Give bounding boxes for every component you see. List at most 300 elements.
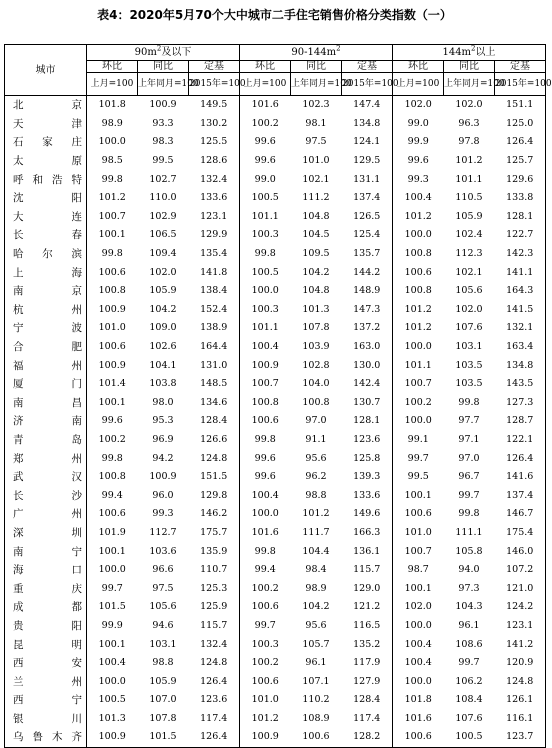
index-value: 100.5 [251, 266, 279, 278]
city-name: 贵阳 [5, 617, 87, 636]
table-row [5, 133, 546, 152]
index-value: 101.8 [98, 99, 126, 111]
table-row [5, 542, 546, 561]
index-value: 123.1 [189, 208, 240, 227]
index-value: 126.1 [495, 691, 546, 710]
index-value: 125.9 [189, 598, 240, 617]
index-value: 122.1 [495, 431, 546, 450]
index-value: 98.9 [305, 582, 327, 594]
index-value: 98.0 [152, 396, 174, 408]
index-value: 105.7 [302, 638, 330, 650]
table-row [5, 96, 546, 115]
index-value: 108.4 [455, 694, 483, 706]
index-value: 99.8 [458, 508, 480, 520]
index-value: 100.6 [393, 728, 444, 747]
index-value: 146.2 [189, 505, 240, 524]
index-value: 93.3 [152, 117, 174, 129]
city-name: 杭州 [5, 301, 87, 320]
index-value: 104.2 [149, 303, 177, 315]
city-name: 北京 [5, 96, 87, 115]
table-row [5, 598, 546, 617]
index-value: 129.8 [189, 486, 240, 505]
index-value: 126.4 [495, 133, 546, 152]
index-value: 100.6 [251, 415, 279, 427]
index-value: 102.0 [404, 601, 432, 613]
index-value: 102.6 [149, 341, 177, 353]
index-value: 100.6 [251, 675, 279, 687]
index-value: 101.6 [251, 526, 279, 538]
index-value: 125.7 [495, 152, 546, 171]
index-value: 96.0 [152, 489, 174, 501]
base-header: 上年同月=100 [444, 73, 495, 96]
city-name: 合肥 [5, 338, 87, 357]
index-value: 132.4 [189, 635, 240, 654]
index-value: 101.9 [98, 526, 126, 538]
index-value: 97.3 [458, 582, 480, 594]
index-value: 101.1 [455, 173, 483, 185]
index-value: 146.0 [495, 542, 546, 561]
index-value: 99.8 [101, 248, 123, 260]
index-value: 116.5 [342, 617, 393, 636]
table-title: 表4：2020年5月70个大中城市二手住宅销售价格分类指数（一） [97, 8, 452, 22]
index-value: 129.9 [189, 226, 240, 245]
index-value: 98.7 [407, 564, 429, 576]
index-value: 97.1 [458, 433, 480, 445]
table-row [5, 617, 546, 636]
index-value: 99.8 [101, 452, 123, 464]
index-value: 104.0 [302, 378, 330, 390]
index-value: 152.4 [189, 301, 240, 320]
index-value: 100.7 [251, 378, 279, 390]
metric-header: 环比 [240, 61, 291, 73]
index-value: 123.1 [495, 617, 546, 636]
index-value: 95.6 [305, 452, 327, 464]
index-value: 107.8 [302, 322, 330, 334]
index-value: 99.9 [407, 136, 429, 148]
index-value: 123.6 [342, 431, 393, 450]
index-value: 130.0 [342, 356, 393, 375]
index-value: 100.5 [98, 694, 126, 706]
index-value: 100.3 [251, 229, 279, 241]
index-value: 97.5 [152, 582, 174, 594]
index-value: 141.2 [495, 635, 546, 654]
index-value: 100.7 [404, 545, 432, 557]
index-value: 102.1 [302, 173, 330, 185]
index-value: 100.6 [251, 601, 279, 613]
table-row [5, 691, 546, 710]
table-row [5, 152, 546, 171]
index-value: 110.2 [302, 694, 330, 706]
city-name: 南宁 [5, 542, 87, 561]
index-value: 124.2 [495, 598, 546, 617]
index-value: 120.9 [495, 654, 546, 673]
index-value: 100.0 [404, 341, 432, 353]
index-value: 94.6 [152, 619, 174, 631]
index-value: 99.6 [101, 415, 123, 427]
index-value: 124.1 [342, 133, 393, 152]
index-value: 151.1 [495, 96, 546, 115]
index-value: 104.4 [302, 545, 330, 557]
index-value: 105.6 [455, 285, 483, 297]
city-name: 兰州 [5, 672, 87, 691]
index-value: 126.4 [495, 449, 546, 468]
index-value: 98.4 [305, 564, 327, 576]
index-value: 128.1 [495, 208, 546, 227]
city-name: 海口 [5, 561, 87, 580]
table-row [5, 226, 546, 245]
index-value: 97.5 [305, 136, 327, 148]
index-value: 164.4 [189, 338, 240, 357]
city-name: 大连 [5, 208, 87, 227]
index-value: 99.6 [254, 136, 276, 148]
city-name: 长沙 [5, 486, 87, 505]
index-value: 109.5 [302, 248, 330, 260]
index-value: 100.0 [98, 675, 126, 687]
index-value: 97.0 [458, 452, 480, 464]
city-name: 西宁 [5, 691, 87, 710]
index-value: 134.6 [189, 394, 240, 413]
index-value: 108.9 [302, 712, 330, 724]
index-value: 112.3 [455, 248, 483, 260]
index-value: 100.1 [404, 582, 432, 594]
index-value: 96.6 [152, 564, 174, 576]
index-value: 101.2 [251, 712, 279, 724]
index-value: 142.3 [495, 245, 546, 264]
metric-header: 同比 [444, 61, 495, 73]
index-value: 101.2 [302, 508, 330, 520]
index-value: 101.0 [404, 526, 432, 538]
index-value: 99.5 [407, 471, 429, 483]
table-row [5, 710, 546, 729]
index-value: 129.6 [495, 170, 546, 189]
index-value: 101.3 [98, 712, 126, 724]
table-row [5, 170, 546, 189]
index-value: 130.2 [189, 115, 240, 134]
index-value: 100.2 [251, 117, 279, 129]
index-value: 105.9 [149, 285, 177, 297]
index-value: 100.3 [251, 638, 279, 650]
metric-header: 定基 [189, 61, 240, 73]
index-value: 135.2 [342, 635, 393, 654]
index-value: 148.9 [342, 282, 393, 301]
index-value: 100.0 [404, 619, 432, 631]
table-row [5, 654, 546, 673]
index-value: 148.5 [189, 375, 240, 394]
index-value: 128.7 [495, 412, 546, 431]
index-value: 100.2 [98, 433, 126, 445]
index-value: 100.4 [251, 489, 279, 501]
index-value: 110.0 [149, 192, 177, 204]
index-value: 94.2 [152, 452, 174, 464]
index-value: 103.6 [149, 545, 177, 557]
index-value: 99.6 [254, 471, 276, 483]
index-value: 163.4 [495, 338, 546, 357]
index-value: 125.5 [189, 133, 240, 152]
table-row [5, 524, 546, 543]
metric-header: 定基 [342, 61, 393, 73]
table-row [5, 356, 546, 375]
city-name: 沈阳 [5, 189, 87, 208]
index-value: 104.8 [302, 210, 330, 222]
index-value: 102.3 [302, 99, 330, 111]
index-value: 104.5 [302, 229, 330, 241]
index-value: 98.1 [305, 117, 327, 129]
index-value: 99.8 [254, 248, 276, 260]
table-row [5, 189, 546, 208]
index-value: 166.3 [342, 524, 393, 543]
index-value: 100.0 [404, 675, 432, 687]
index-value: 97.8 [458, 136, 480, 148]
index-value: 115.7 [342, 561, 393, 580]
city-name: 南京 [5, 282, 87, 301]
index-value: 102.0 [455, 99, 483, 111]
index-value: 100.4 [404, 192, 432, 204]
index-value: 133.8 [495, 189, 546, 208]
city-name: 天津 [5, 115, 87, 134]
base-header: 2015年=100 [342, 73, 393, 96]
table-row [5, 394, 546, 413]
index-value: 175.7 [189, 524, 240, 543]
index-value: 108.6 [455, 638, 483, 650]
index-value: 141.5 [495, 301, 546, 320]
index-value: 100.2 [251, 582, 279, 594]
index-value: 126.6 [189, 431, 240, 450]
index-value: 100.4 [98, 657, 126, 669]
table-row [5, 245, 546, 264]
index-value: 100.8 [302, 396, 330, 408]
index-value: 136.1 [342, 542, 393, 561]
index-value: 135.4 [189, 245, 240, 264]
index-value: 100.5 [251, 192, 279, 204]
index-value: 127.3 [495, 394, 546, 413]
price-index-table [4, 44, 552, 748]
index-value: 102.0 [404, 99, 432, 111]
base-header: 上月=100 [240, 73, 291, 96]
index-value: 128.1 [342, 412, 393, 431]
index-value: 102.9 [149, 210, 177, 222]
index-value: 101.0 [302, 155, 330, 167]
index-value: 104.8 [302, 285, 330, 297]
index-value: 104.2 [302, 601, 330, 613]
index-value: 141.8 [189, 263, 240, 282]
index-value: 124.8 [189, 449, 240, 468]
index-value: 99.8 [254, 545, 276, 557]
index-value: 94.0 [458, 564, 480, 576]
index-value: 99.5 [152, 155, 174, 167]
index-value: 97.7 [458, 415, 480, 427]
index-value: 95.6 [305, 619, 327, 631]
index-value: 100.1 [98, 396, 126, 408]
table-row [5, 468, 546, 487]
index-value: 95.3 [152, 415, 174, 427]
index-value: 128.2 [342, 728, 393, 747]
index-value: 109.0 [149, 322, 177, 334]
index-value: 137.4 [342, 189, 393, 208]
index-value: 99.6 [254, 452, 276, 464]
city-name: 重庆 [5, 579, 87, 598]
index-value: 102.0 [455, 303, 483, 315]
index-value: 100.0 [251, 508, 279, 520]
index-value: 98.8 [305, 489, 327, 501]
index-value: 104.2 [302, 266, 330, 278]
city-name: 呼和浩特 [5, 170, 87, 189]
table-row [5, 579, 546, 598]
index-value: 99.8 [254, 433, 276, 445]
index-value: 106.5 [149, 229, 177, 241]
index-value: 100.9 [98, 303, 126, 315]
index-value: 102.0 [149, 266, 177, 278]
index-value: 133.6 [342, 486, 393, 505]
metric-header: 同比 [138, 61, 189, 73]
city-name: 成都 [5, 598, 87, 617]
index-value: 115.7 [189, 617, 240, 636]
index-value: 107.6 [455, 322, 483, 334]
index-value: 100.3 [251, 303, 279, 315]
index-value: 100.9 [240, 728, 291, 747]
city-name: 昆明 [5, 635, 87, 654]
index-value: 99.3 [152, 508, 174, 520]
index-value: 107.0 [149, 694, 177, 706]
index-value: 124.8 [189, 654, 240, 673]
index-value: 134.8 [495, 356, 546, 375]
city-name: 乌鲁木齐 [5, 728, 87, 747]
city-name: 武汉 [5, 468, 87, 487]
index-value: 99.9 [101, 619, 123, 631]
index-value: 111.7 [302, 526, 330, 538]
index-value: 96.7 [458, 471, 480, 483]
index-value: 101.2 [404, 322, 432, 334]
table-row [5, 301, 546, 320]
index-value: 100.7 [404, 378, 432, 390]
index-value: 149.5 [189, 96, 240, 115]
index-value: 103.8 [149, 378, 177, 390]
index-value: 99.3 [407, 173, 429, 185]
table-row [5, 449, 546, 468]
base-header: 上月=100 [393, 73, 444, 96]
table-row [5, 338, 546, 357]
index-value: 91.1 [305, 433, 327, 445]
index-value: 103.5 [455, 359, 483, 371]
group-header-144-above: $144m^2$以上 [393, 45, 546, 61]
index-value: 101.2 [98, 192, 126, 204]
index-value: 101.4 [98, 378, 126, 390]
index-value: 101.1 [251, 210, 279, 222]
index-value: 96.9 [152, 433, 174, 445]
index-value: 100.4 [404, 638, 432, 650]
index-value: 100.8 [404, 285, 432, 297]
index-value: 128.6 [189, 152, 240, 171]
index-value: 100.1 [98, 545, 126, 557]
index-value: 129.5 [342, 152, 393, 171]
index-value: 102.8 [302, 359, 330, 371]
index-value: 141.1 [495, 263, 546, 282]
table-row [5, 431, 546, 450]
index-value: 112.7 [149, 526, 177, 538]
index-value: 107.2 [495, 561, 546, 580]
index-value: 131.0 [189, 356, 240, 375]
index-value: 135.7 [342, 245, 393, 264]
table-row [5, 115, 546, 134]
table-row [5, 282, 546, 301]
index-value: 129.0 [342, 579, 393, 598]
index-value: 100.9 [251, 359, 279, 371]
index-value: 97.0 [305, 415, 327, 427]
index-value: 125.3 [189, 579, 240, 598]
index-value: 100.0 [98, 564, 126, 576]
index-value: 111.2 [302, 192, 330, 204]
index-value: 122.7 [495, 226, 546, 245]
index-value: 96.2 [305, 471, 327, 483]
index-value: 109.4 [149, 248, 177, 260]
city-name: 上海 [5, 263, 87, 282]
city-name: 济南 [5, 412, 87, 431]
index-value: 100.1 [98, 638, 126, 650]
index-value: 99.6 [254, 155, 276, 167]
index-value: 96.3 [458, 117, 480, 129]
table-row [5, 635, 546, 654]
index-value: 101.0 [251, 694, 279, 706]
index-value: 98.5 [101, 155, 123, 167]
city-name: 郑州 [5, 449, 87, 468]
metric-header: 环比 [393, 61, 444, 73]
index-value: 121.2 [342, 598, 393, 617]
index-value: 102.4 [455, 229, 483, 241]
index-value: 117.9 [342, 654, 393, 673]
index-value: 142.4 [342, 375, 393, 394]
index-value: 100.1 [98, 229, 126, 241]
index-value: 100.6 [98, 266, 126, 278]
index-value: 100.9 [87, 728, 138, 747]
base-header: 上年同月=100 [291, 73, 342, 96]
group-header-90-below: $90m^2$及以下 [87, 45, 240, 61]
index-value: 99.1 [407, 433, 429, 445]
index-value: 126.4 [189, 728, 240, 747]
city-name: 福州 [5, 356, 87, 375]
index-value: 105.9 [455, 210, 483, 222]
index-value: 101.0 [98, 322, 126, 334]
index-value: 100.0 [404, 229, 432, 241]
index-value: 138.9 [189, 319, 240, 338]
index-value: 104.3 [455, 601, 483, 613]
index-value: 99.7 [101, 582, 123, 594]
index-value: 100.8 [98, 471, 126, 483]
index-value: 149.6 [342, 505, 393, 524]
index-value: 111.1 [455, 526, 483, 538]
table-row [5, 728, 546, 747]
index-value: 96.1 [305, 657, 327, 669]
index-value: 175.4 [495, 524, 546, 543]
index-value: 141.6 [495, 468, 546, 487]
index-value: 99.0 [407, 117, 429, 129]
index-value: 100.8 [98, 285, 126, 297]
base-header: 上月=100 [87, 73, 138, 96]
index-value: 117.4 [189, 710, 240, 729]
table-row [5, 319, 546, 338]
index-value: 147.3 [342, 301, 393, 320]
metric-header: 同比 [291, 61, 342, 73]
index-value: 101.2 [404, 210, 432, 222]
table-row [5, 208, 546, 227]
index-value: 100.4 [404, 657, 432, 669]
base-header: 2015年=100 [495, 73, 546, 96]
index-value: 125.4 [342, 226, 393, 245]
index-value: 139.3 [342, 468, 393, 487]
index-value: 128.4 [189, 412, 240, 431]
index-value: 101.2 [455, 155, 483, 167]
index-value: 99.0 [254, 173, 276, 185]
index-value: 107.8 [149, 712, 177, 724]
index-value: 100.4 [251, 341, 279, 353]
